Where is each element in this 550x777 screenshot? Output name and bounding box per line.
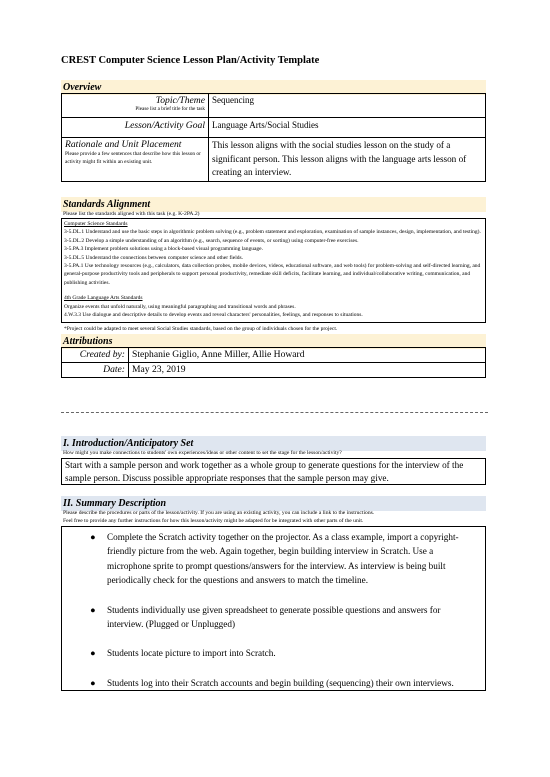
summary-hint-2: Feel free to provide any further instructions for how this lesson/activity might be adapted for be integrated with other parts of the unit. [63,518,364,524]
standards-note: *Project could be adapted to meet several Social Studies standards, based on the group of individuals chosen for the project. [64,326,338,333]
standards-heading: Standards Alignment [61,197,486,212]
cs-standard-4: 3-5.DL.5 Understand the connections between computer science and other fields. [64,254,243,261]
la-standard-2: 4.W.3.3 Use dialogue and descriptive details to develop events and reveal characters' personalities, feelings, and responses to situations. [64,312,363,319]
rationale-hint: Please provide a few sentences that describe how this lesson or activity might fit within an existing unit. [65,151,201,166]
bullet-icon: ● [90,532,96,542]
rationale-label-cell [62,138,209,182]
la-standard-1: Organize events that unfold naturally, using meaningful paragraphing and transitional words and phrases. [64,303,296,310]
summary-bullet-text: Students locate picture to import into Scratch. [107,648,276,659]
topic-label: Topic/Theme [155,95,205,106]
cs-standard-2: 3-5.DL.2 Develop a simple understanding of an algorithm (e.g., search, sequence of events, or sorting) using computer-free exercises. [64,237,359,244]
summary-bullet-2 [62,603,479,632]
intro-text-box[interactable]: Start with a sample person and work together as a whole group to generate questions for the interview of the sample person. Discuss possible appropriate responses that the sample person may give. [61,458,486,485]
topic-value[interactable]: Sequencing [209,94,486,118]
topic-label-cell [62,94,209,118]
summary-heading: II. Summary Description [61,496,486,511]
attributions-table [61,347,486,378]
summary-hint-1: Please describe the procedures or parts of the lesson/activity. If you are using an existing activity, you can include a link to the instructions. [63,510,375,516]
summary-bullet-text: Complete the Scratch activity together on the projector. As a class example, import a copyright-friendly picture from the web. Again together, begin building interview in Scratch. Use a microphone sprite to prompt questions/answers for the interview. As interview is being built periodically check for the questions and answers to match the timeline. [107,532,459,586]
goal-label: Lesson/Activity Goal [124,120,205,131]
standards-hint: Please list the standards aligned with this task (e.g. K-2PA.2) [63,211,200,217]
bullet-icon: ● [90,648,96,659]
document-title: CREST Computer Science Lesson Plan/Activity Template [61,55,320,66]
attributions-heading: Attributions [61,334,486,349]
summary-bullet-text: Students log into their Scratch accounts and begin building (sequencing) their own interviews. [107,677,454,688]
goal-value[interactable]: Language Arts/Social Studies [209,118,486,138]
summary-bullet-4 [62,676,479,690]
date-value[interactable]: May 23, 2019 [129,363,486,378]
goal-label-cell [62,118,209,138]
created-by-value[interactable]: Stephanie Giglio, Anne Miller, Allie Howard [129,348,486,363]
intro-heading: I. Introduction/Anticipatory Set [61,436,486,451]
cs-standard-1: 3-5.DL.1 Understand and use the basic steps in algorithmic problem solving (e.g., problem statement and exploration, examination of sample instances, design, implementation, and testing). [64,229,481,236]
bullet-icon: ● [90,604,96,615]
rationale-label: Rationale and Unit Placement [65,139,182,150]
rationale-value[interactable]: This lesson aligns with the social studies lesson on the study of a significant person. This lesson aligns with the language arts lesson of creating an interview. [209,138,486,182]
created-by-label: Created by: [62,348,129,363]
standards-box[interactable] [61,218,486,333]
summary-bullet-1 [62,530,479,588]
section-divider [61,412,488,413]
summary-bullet-3 [62,646,479,660]
intro-hint: How might you make connections to students' own experiences/ideas or other content to set the stage for the lesson/activity? [63,450,342,456]
cs-standard-5: 3-5.PA.1 Use technology resources (e.g., calculators, data collection probes, mobile devices, videos, educational software, and web tools) for problem-solving and self-directed learning, and general-purpose productivity tools and peripherals to support personal productivity, remediate skill deficits, facilitate learning, and individual/collaborative writing, communication, and publishing activities. [64,263,481,286]
overview-heading: Overview [61,80,486,95]
cs-standards-title: Computer Science Standards [64,221,128,227]
la-standards-title: 4th Grade Language Arts Standards [64,295,143,302]
date-label: Date: [62,363,129,378]
overview-table [61,93,486,182]
topic-hint: Please list a brief title for the task [135,106,205,112]
cs-standard-3: 3-5.PA.3 Implement problem solutions using a block-based visual programming language. [64,246,263,253]
summary-bullet-text: Students individually use given spreadsheet to generate possible questions and answers for interview. (Plugged or Unplugged) [107,604,441,630]
bullet-icon: ● [90,677,96,688]
summary-box[interactable] [61,526,486,691]
